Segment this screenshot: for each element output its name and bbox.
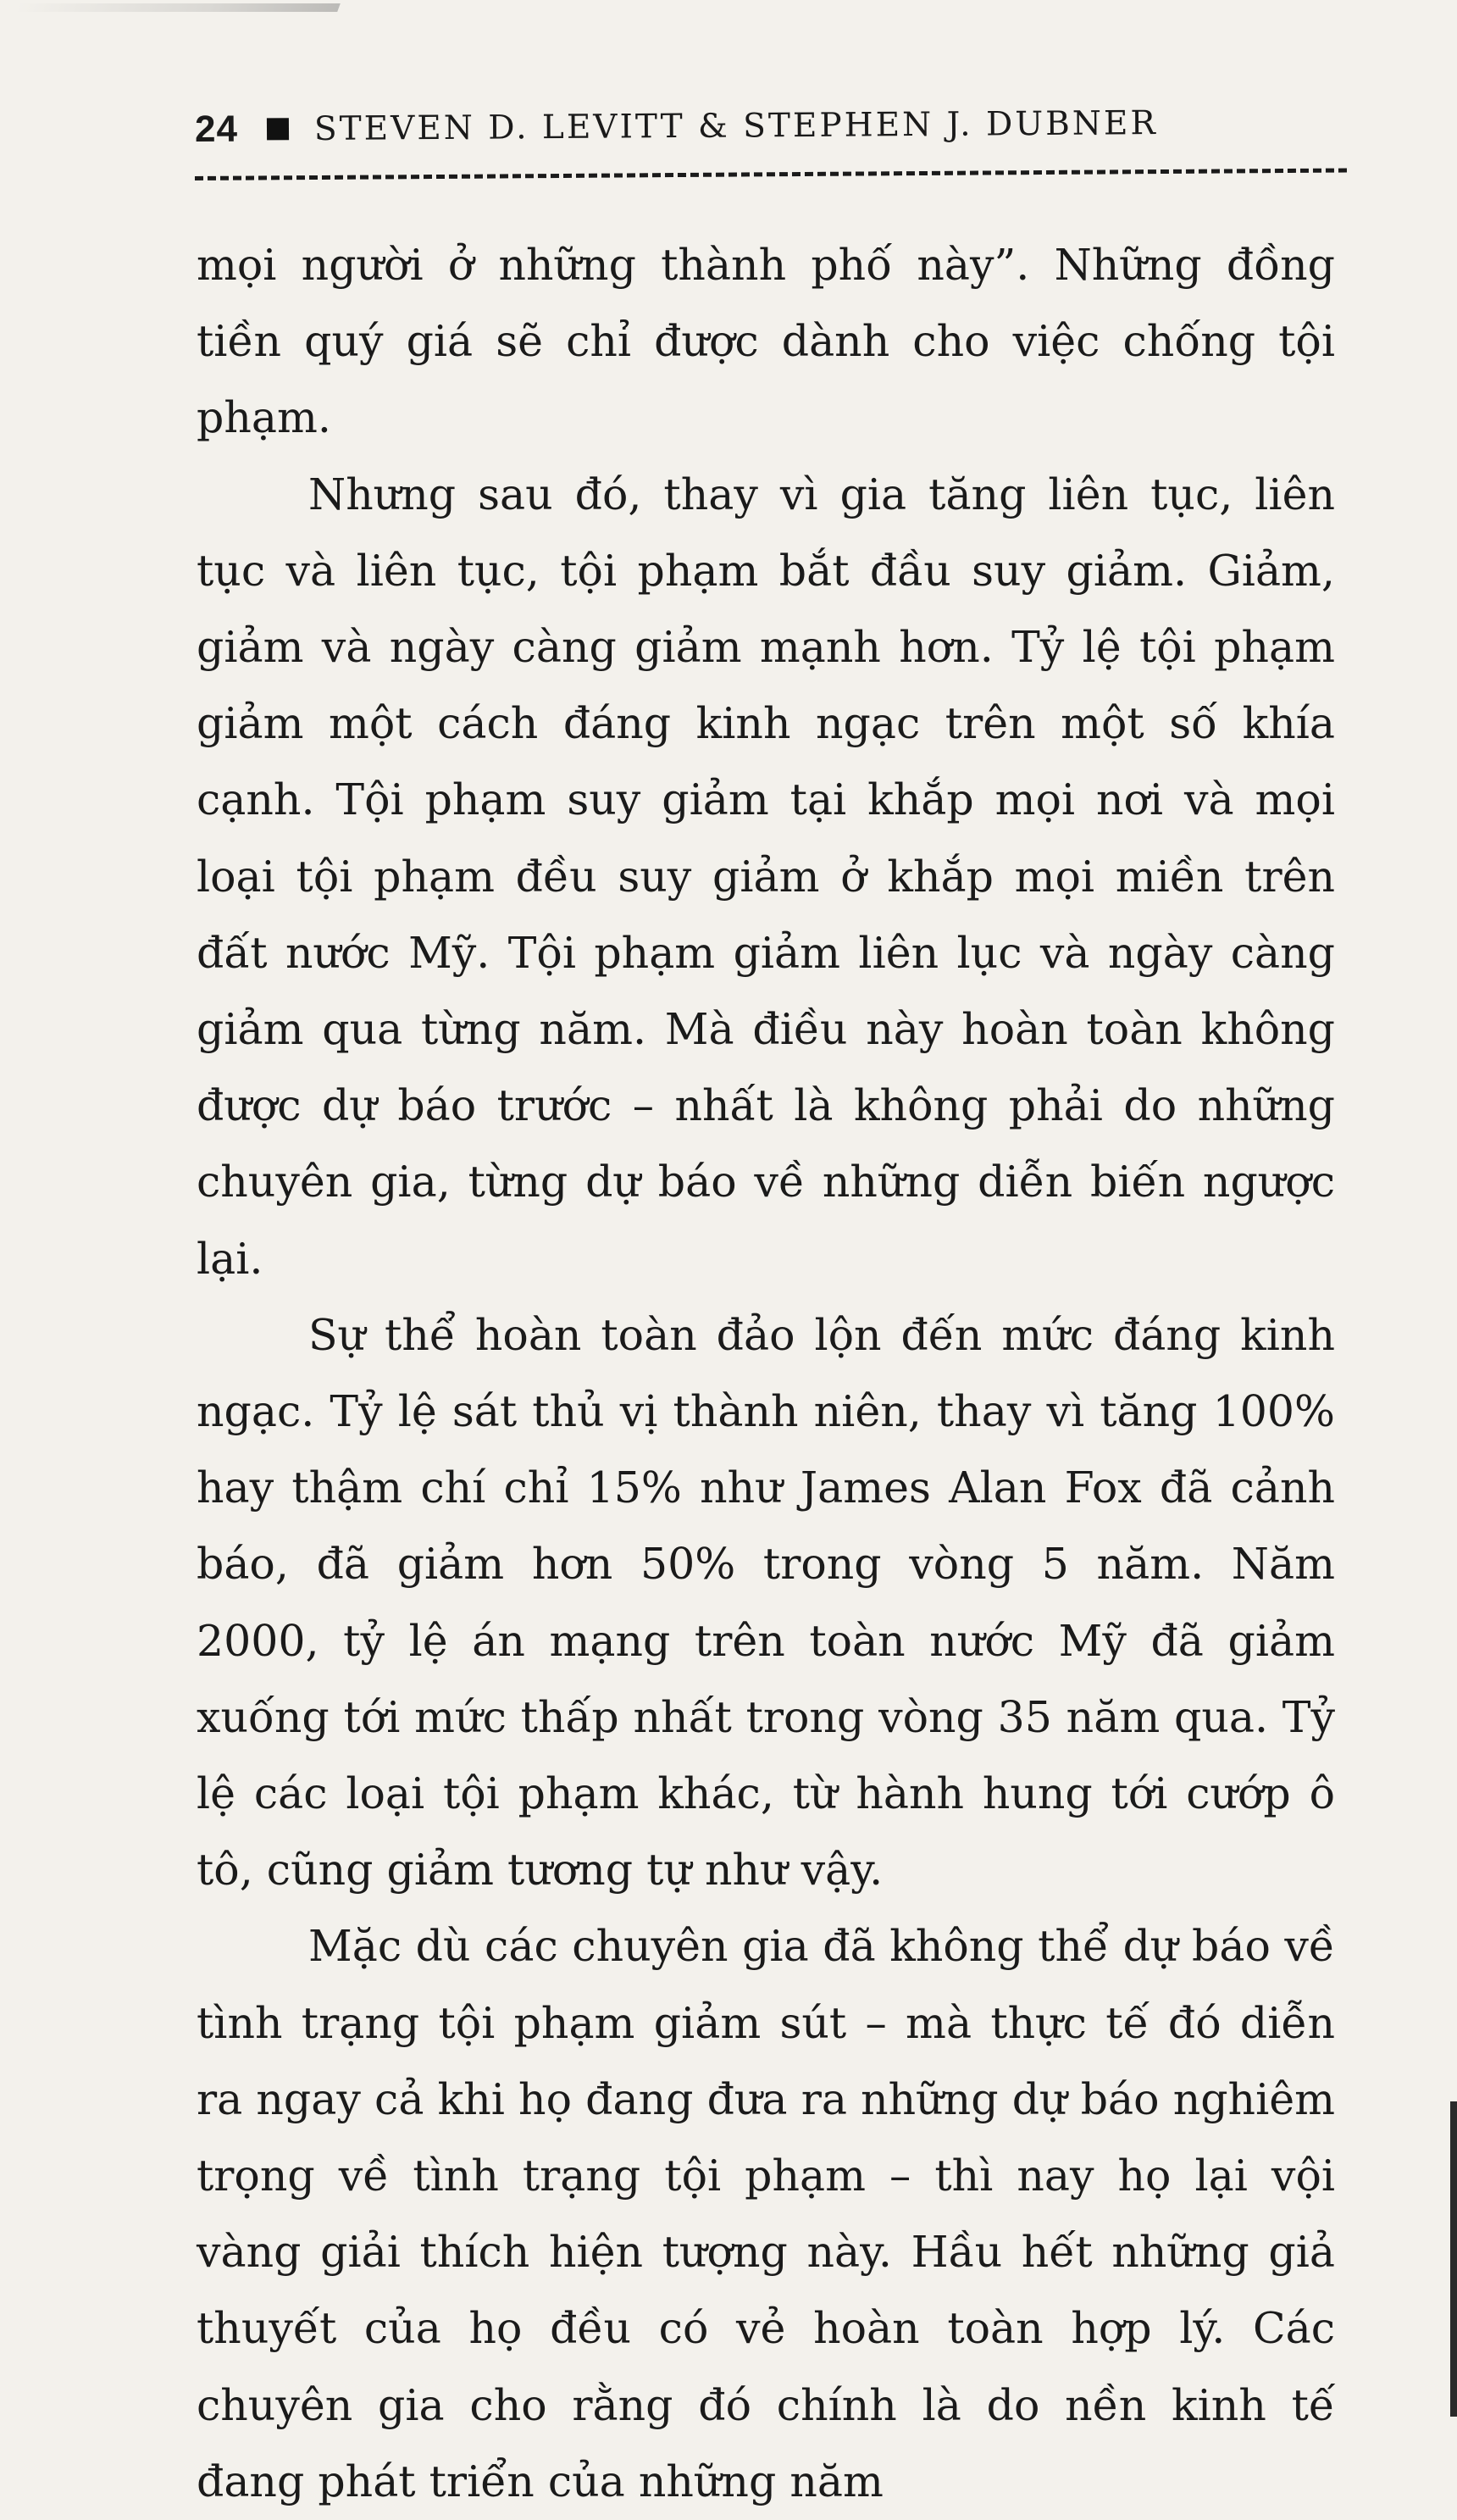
paragraph: Sự thể hoàn toàn đảo lộn đến mức đáng kinh ngạc. Tỷ lệ sát thủ vị thành niên, thay vì tăng 100% hay thậm chí chỉ 15% như James Alan Fox đã cảnh báo, đã giảm hơn 50% trong vòng 5 năm. Năm 2000, tỷ lệ án mạng trên toàn nước Mỹ đã giảm xuống tới mức thấp nhất trong vòng 35 năm qua. Tỷ lệ các loại tội phạm khác, từ hành hung tới cướp ô tô, cũng giảm tương tự như vậy. xyxy=(197,1309,1335,1896)
page-number: 24 xyxy=(194,108,239,150)
paragraph: Nhưng sau đó, thay vì gia tăng liên tục, liên tục và liên tục, tội phạm bắt đầu suy giảm. Giảm, giảm và ngày càng giảm mạnh hơn. Tỷ lệ tội phạm giảm một cách đáng kinh ngạc trên một số khía cạnh. Tội phạm suy giảm tại khắp mọi nơi và mọi loại tội phạm đều suy giảm ở khắp mọi miền trên đất nước Mỹ. Tội phạm giảm liên lục và ngày càng giảm qua từng năm. Mà điều này hoàn toàn không được dự báo trước – nhất là không phải do những chuyên gia, từng dự báo về những diễn biến ngược lại. xyxy=(197,469,1335,1284)
scan-artifact xyxy=(15,3,341,12)
page-edge-shadow xyxy=(1450,2101,1457,2417)
body-text xyxy=(197,227,1335,2520)
paragraph: Mặc dù các chuyên gia đã không thể dự báo về tình trạng tội phạm giảm sút – mà thực tế đó diễn ra ngay cả khi họ đang đưa ra những dự báo nghiêm trọng về tình trạng tội phạm – thì nay họ lại vội vàng giải thích hiện tượng này. Hầu hết những giả thuyết của họ đều có vẻ hoàn toàn hợp lý. Các chuyên gia cho rằng đó chính là do nền kinh tế đang phát triển của những năm xyxy=(197,1921,1335,2506)
header-dashed-rule xyxy=(195,169,1347,180)
paragraph-continuation: mọi người ở những thành phố này”. Những đồng tiền quý giá sẽ chỉ được dành cho việc chống tội phạm. xyxy=(197,240,1335,443)
running-head xyxy=(195,92,1347,159)
running-title: STEVEN D. LEVITT & STEPHEN J. DUBNER xyxy=(313,103,1158,148)
square-bullet-icon xyxy=(267,118,289,140)
